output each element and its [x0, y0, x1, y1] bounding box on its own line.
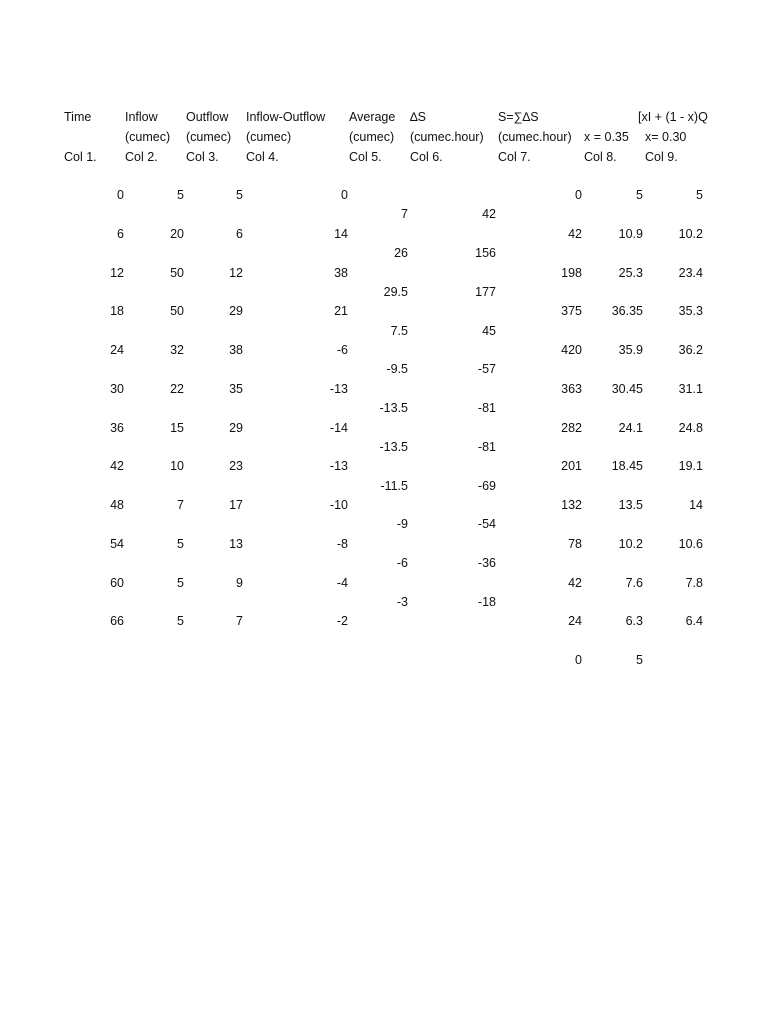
inflow-minus-outflow-cell: -6	[336, 343, 348, 357]
flow-x035-cell: 7.6	[625, 576, 643, 590]
inflow-minus-outflow-cell: -4	[336, 576, 348, 590]
header-col-3: Col 3.	[186, 150, 219, 164]
delta-s-cell: 42	[482, 207, 496, 221]
storage-cell: 201	[561, 459, 582, 473]
time-cell: 6	[117, 227, 124, 241]
time-cell: 66	[110, 614, 124, 628]
flow-x030-cell: 7.8	[685, 576, 703, 590]
flow-x035-cell: 13.5	[618, 498, 643, 512]
delta-s-cell: -54	[477, 517, 496, 531]
delta-s-cell: -18	[477, 595, 496, 609]
average-cell: -13.5	[379, 401, 408, 415]
inflow-minus-outflow-cell: 14	[334, 227, 348, 241]
inflow-cell: 50	[170, 266, 184, 280]
storage-cell: 42	[568, 227, 582, 241]
storage-cell: 0	[575, 188, 582, 202]
flow-x035-cell: 35.9	[618, 343, 643, 357]
header-outflow: Outflow	[186, 110, 229, 124]
inflow-minus-outflow-cell: 38	[334, 266, 348, 280]
average-cell: 7.5	[390, 324, 408, 338]
inflow-cell: 5	[177, 576, 184, 590]
inflow-minus-outflow-cell: -14	[329, 421, 348, 435]
average-cell: 7	[401, 207, 408, 221]
time-cell: 36	[110, 421, 124, 435]
outflow-cell: 7	[236, 614, 243, 628]
average-cell: -9.5	[386, 362, 408, 376]
flow-x030-cell: 6.4	[685, 614, 703, 628]
header-time: Time	[64, 110, 92, 124]
header-unit-inflow: (cumec)	[125, 130, 171, 144]
outflow-cell: 29	[229, 304, 243, 318]
outflow-cell: 5	[236, 188, 243, 202]
flow-x030-cell: 14	[689, 498, 703, 512]
header-col-8: Col 8.	[584, 150, 617, 164]
header-col-4: Col 4.	[246, 150, 279, 164]
inflow-minus-outflow-cell: -10	[329, 498, 348, 512]
flow-x035-cell: 25.3	[618, 266, 643, 280]
inflow-cell: 50	[170, 304, 184, 318]
header-unit-storage: (cumec.hour)	[498, 130, 572, 144]
inflow-cell: 20	[170, 227, 184, 241]
inflow-minus-outflow-cell: 0	[341, 188, 348, 202]
flow-x035-cell: 30.45	[611, 382, 643, 396]
flow-x030-cell: 10.2	[678, 227, 703, 241]
inflow-cell: 5	[177, 537, 184, 551]
flow-x035-cell: 6.3	[625, 614, 643, 628]
header-col-5: Col 5.	[349, 150, 382, 164]
outflow-cell: 17	[229, 498, 243, 512]
time-cell: 42	[110, 459, 124, 473]
header-storage: S=∑∆S	[498, 110, 539, 124]
header-delta-s: ∆S	[410, 110, 426, 124]
time-cell: 24	[110, 343, 124, 357]
time-cell: 48	[110, 498, 124, 512]
storage-cell: 78	[568, 537, 582, 551]
header-weighted-flow: [xI + (1 - x)Q	[638, 110, 708, 124]
storage-cell: 132	[561, 498, 582, 512]
time-cell: 60	[110, 576, 124, 590]
average-cell: -11.5	[380, 479, 408, 493]
inflow-minus-outflow-cell: -13	[329, 459, 348, 473]
flow-x035-cell: 24.1	[618, 421, 643, 435]
storage-cell: 420	[561, 343, 582, 357]
header-inflow: Inflow	[125, 110, 158, 124]
flow-x035-cell: 5	[636, 188, 643, 202]
inflow-cell: 5	[177, 188, 184, 202]
header-col-9: Col 9.	[645, 150, 678, 164]
outflow-cell: 13	[229, 537, 243, 551]
header-x-035: x = 0.35	[584, 130, 629, 144]
outflow-cell: 9	[236, 576, 243, 590]
outflow-cell: 12	[229, 266, 243, 280]
time-cell: 54	[110, 537, 124, 551]
header-unit-delta-s: (cumec.hour)	[410, 130, 484, 144]
inflow-minus-outflow-cell: 21	[334, 304, 348, 318]
inflow-minus-outflow-cell: -8	[336, 537, 348, 551]
inflow-cell: 5	[177, 614, 184, 628]
time-cell: 18	[110, 304, 124, 318]
final-flow-cell: 5	[636, 653, 643, 667]
delta-s-cell: -81	[477, 440, 496, 454]
delta-s-cell: -57	[477, 362, 496, 376]
final-storage-cell: 0	[575, 653, 582, 667]
average-cell: -13.5	[379, 440, 408, 454]
storage-cell: 198	[561, 266, 582, 280]
outflow-cell: 35	[229, 382, 243, 396]
inflow-cell: 15	[170, 421, 184, 435]
flow-x035-cell: 18.45	[611, 459, 643, 473]
outflow-cell: 6	[236, 227, 243, 241]
flow-x030-cell: 35.3	[678, 304, 703, 318]
flow-x030-cell: 5	[696, 188, 703, 202]
time-cell: 12	[110, 266, 124, 280]
inflow-minus-outflow-cell: -2	[336, 614, 348, 628]
flow-x030-cell: 24.8	[678, 421, 703, 435]
header-inflow-outflow: Inflow-Outflow	[246, 110, 326, 124]
header-unit-average: (cumec)	[349, 130, 395, 144]
flow-x030-cell: 36.2	[678, 343, 703, 357]
flow-x035-cell: 10.2	[618, 537, 643, 551]
flow-x030-cell: 10.6	[678, 537, 703, 551]
average-cell: -9	[396, 517, 408, 531]
inflow-cell: 7	[177, 498, 184, 512]
time-cell: 30	[110, 382, 124, 396]
storage-cell: 24	[568, 614, 582, 628]
outflow-cell: 29	[229, 421, 243, 435]
delta-s-cell: -69	[477, 479, 496, 493]
header-unit-inflow-outflow: (cumec)	[246, 130, 292, 144]
storage-cell: 363	[561, 382, 582, 396]
header-col-6: Col 6.	[410, 150, 443, 164]
header-col-1: Col 1.	[64, 150, 97, 164]
inflow-cell: 32	[170, 343, 184, 357]
delta-s-cell: 45	[482, 324, 496, 338]
storage-cell: 42	[568, 576, 582, 590]
header-x-030: x= 0.30	[645, 130, 687, 144]
header-average: Average	[349, 110, 396, 124]
outflow-cell: 38	[229, 343, 243, 357]
flow-x035-cell: 36.35	[611, 304, 643, 318]
storage-cell: 375	[561, 304, 582, 318]
average-cell: 29.5	[383, 285, 408, 299]
flow-x035-cell: 10.9	[618, 227, 643, 241]
time-cell: 0	[117, 188, 124, 202]
flow-x030-cell: 19.1	[678, 459, 703, 473]
header-col-7: Col 7.	[498, 150, 531, 164]
delta-s-cell: 156	[475, 246, 496, 260]
flow-x030-cell: 23.4	[678, 266, 703, 280]
average-cell: 26	[394, 246, 408, 260]
storage-cell: 282	[561, 421, 582, 435]
outflow-cell: 23	[229, 459, 243, 473]
delta-s-cell: -81	[477, 401, 496, 415]
delta-s-cell: -36	[477, 556, 496, 570]
inflow-cell: 10	[170, 459, 184, 473]
delta-s-cell: 177	[475, 285, 496, 299]
inflow-minus-outflow-cell: -13	[329, 382, 348, 396]
inflow-cell: 22	[170, 382, 184, 396]
average-cell: -6	[396, 556, 408, 570]
header-col-2: Col 2.	[125, 150, 158, 164]
flow-x030-cell: 31.1	[678, 382, 703, 396]
average-cell: -3	[396, 595, 408, 609]
header-unit-outflow: (cumec)	[186, 130, 232, 144]
